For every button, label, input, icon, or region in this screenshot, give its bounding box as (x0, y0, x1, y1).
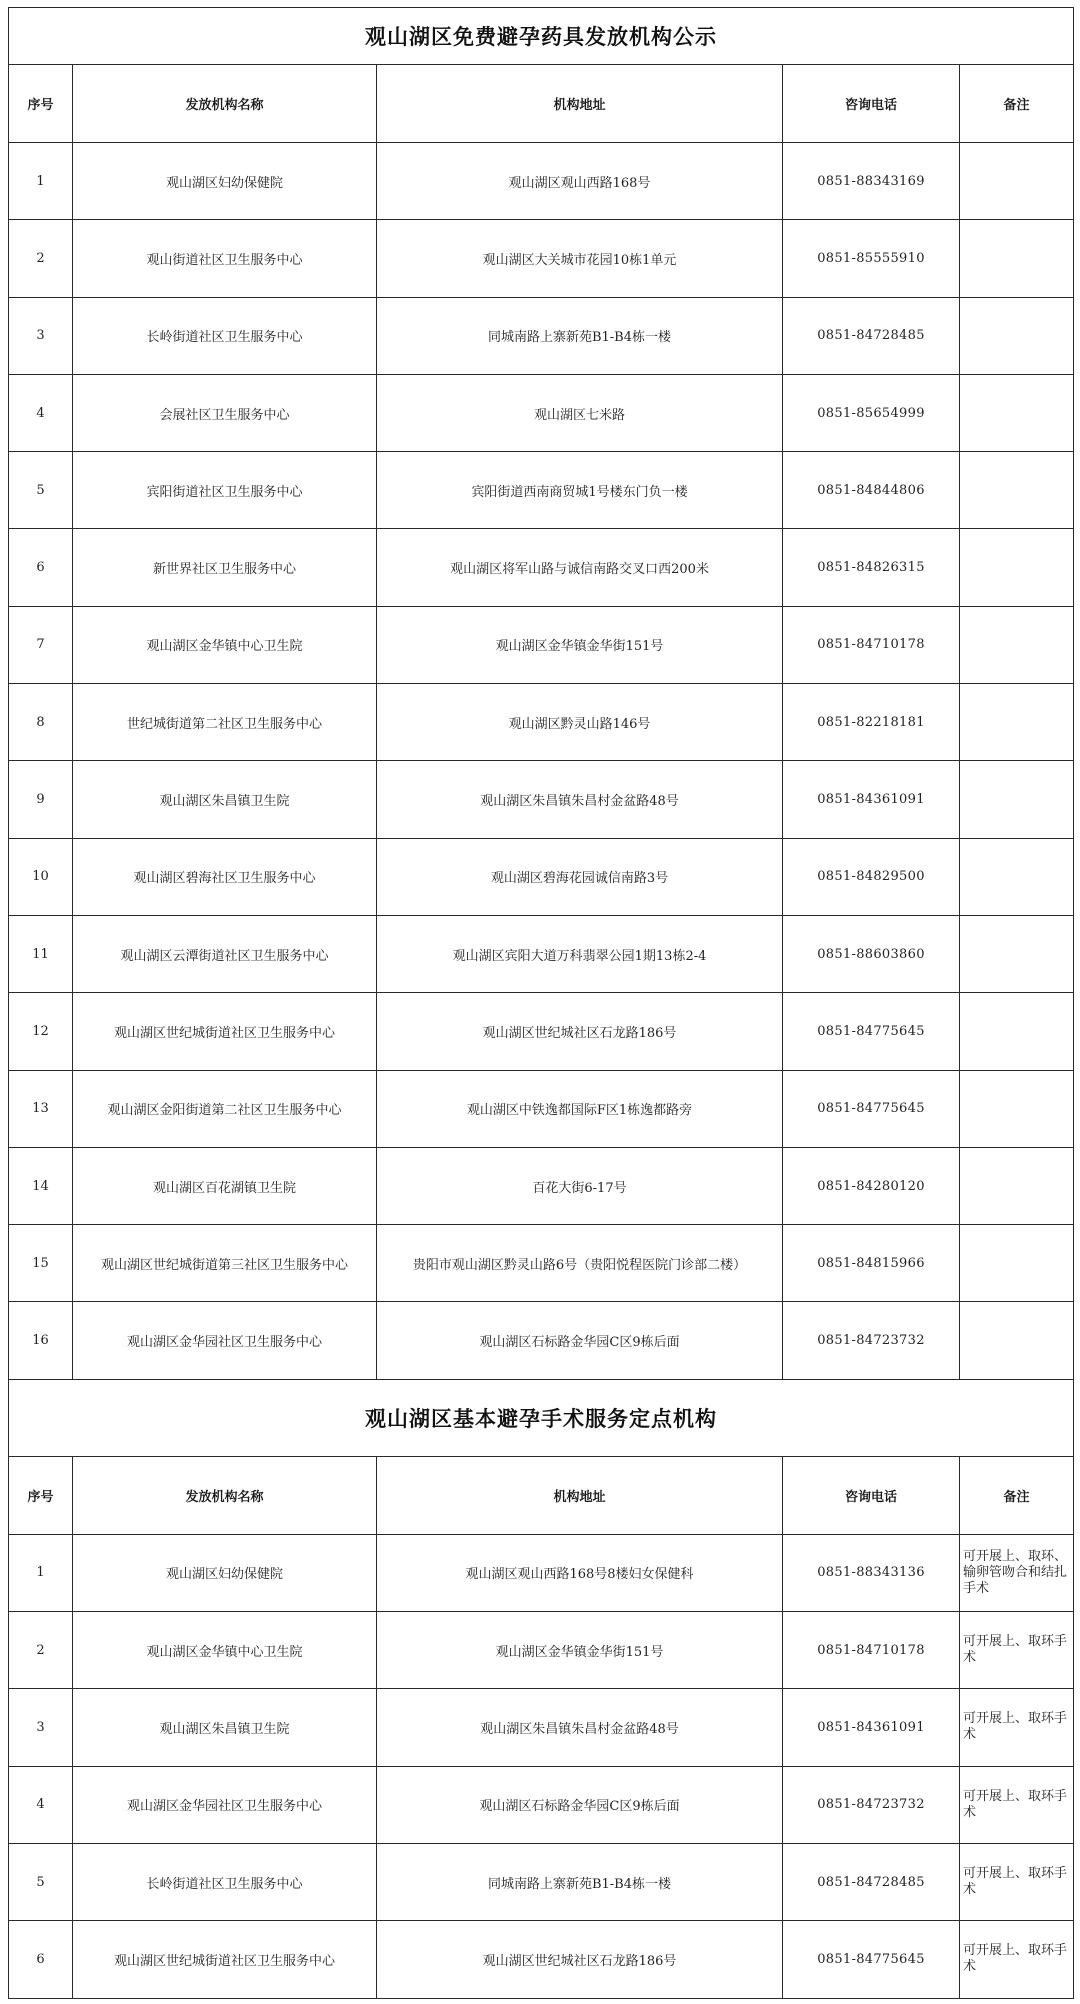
cell-note (960, 529, 1074, 606)
cell-phone: 0851-85654999 (783, 374, 960, 451)
cell-note: 可开展上、取环手术 (960, 1766, 1074, 1843)
cell-name: 观山湖区金阳街道第二社区卫生服务中心 (73, 1070, 377, 1147)
cell-address: 观山湖区观山西路168号8楼妇女保健科 (377, 1534, 783, 1611)
cell-note (960, 761, 1074, 838)
cell-phone: 0851-88603860 (783, 915, 960, 992)
cell-index: 12 (9, 993, 73, 1070)
cell-note (960, 374, 1074, 451)
cell-index: 14 (9, 1147, 73, 1224)
cell-address: 观山湖区石标路金华园C区9栋后面 (377, 1302, 783, 1379)
table-row (9, 1302, 1074, 1379)
cell-note (960, 143, 1074, 220)
cell-address: 观山湖区石标路金华园C区9栋后面 (377, 1766, 783, 1843)
cell-index: 13 (9, 1070, 73, 1147)
header-row (9, 1456, 1074, 1534)
title-row (9, 1379, 1074, 1456)
table-row (9, 452, 1074, 529)
table-row (9, 1689, 1074, 1766)
cell-phone: 0851-84829500 (783, 838, 960, 915)
cell-note (960, 452, 1074, 529)
cell-index: 3 (9, 1689, 73, 1766)
header-name: 发放机构名称 (73, 1456, 377, 1534)
cell-phone: 0851-84361091 (783, 1689, 960, 1766)
cell-note: 可开展上、取环手术 (960, 1689, 1074, 1766)
cell-phone: 0851-88343136 (783, 1534, 960, 1611)
cell-address: 同城南路上寨新苑B1-B4栋一楼 (377, 1843, 783, 1920)
cell-name: 长岭街道社区卫生服务中心 (73, 297, 377, 374)
cell-address: 观山湖区世纪城社区石龙路186号 (377, 1921, 783, 1998)
header-row (9, 65, 1074, 143)
cell-name: 观山湖区金华园社区卫生服务中心 (73, 1302, 377, 1379)
cell-phone: 0851-84280120 (783, 1147, 960, 1224)
cell-index: 4 (9, 374, 73, 451)
cell-index: 15 (9, 1225, 73, 1302)
cell-address: 观山湖区碧海花园诚信南路3号 (377, 838, 783, 915)
table-row (9, 1534, 1074, 1611)
cell-phone: 0851-84723732 (783, 1302, 960, 1379)
cell-note: 可开展上、取环手术 (960, 1843, 1074, 1920)
cell-phone: 0851-84361091 (783, 761, 960, 838)
cell-phone: 0851-84775645 (783, 1070, 960, 1147)
cell-address: 观山湖区金华镇金华街151号 (377, 606, 783, 683)
header-note: 备注 (960, 65, 1074, 143)
table-row (9, 297, 1074, 374)
cell-address: 观山湖区朱昌镇朱昌村金盆路48号 (377, 761, 783, 838)
cell-phone: 0851-85555910 (783, 220, 960, 297)
cell-address: 宾阳街道西南商贸城1号楼东门负一楼 (377, 452, 783, 529)
cell-name: 观山湖区金华镇中心卫生院 (73, 1612, 377, 1689)
header-index: 序号 (9, 65, 73, 143)
cell-address: 观山湖区朱昌镇朱昌村金盆路48号 (377, 1689, 783, 1766)
institution-table-body (9, 8, 1074, 1999)
cell-phone: 0851-84775645 (783, 1921, 960, 1998)
cell-index: 9 (9, 761, 73, 838)
cell-address: 观山湖区观山西路168号 (377, 143, 783, 220)
cell-name: 长岭街道社区卫生服务中心 (73, 1843, 377, 1920)
table-row (9, 1766, 1074, 1843)
cell-name: 观山湖区百花湖镇卫生院 (73, 1147, 377, 1224)
cell-note (960, 684, 1074, 761)
cell-index: 6 (9, 1921, 73, 1998)
cell-address: 观山湖区宾阳大道万科翡翠公园1期13栋2-4 (377, 915, 783, 992)
cell-index: 16 (9, 1302, 73, 1379)
cell-note (960, 1070, 1074, 1147)
cell-address: 观山湖区大关城市花园10栋1单元 (377, 220, 783, 297)
title-row (9, 8, 1074, 65)
institution-table (8, 7, 1074, 1999)
cell-name: 宾阳街道社区卫生服务中心 (73, 452, 377, 529)
header-address: 机构地址 (377, 1456, 783, 1534)
cell-name: 观山湖区世纪城街道社区卫生服务中心 (73, 993, 377, 1070)
cell-note (960, 1147, 1074, 1224)
table-row (9, 1921, 1074, 1998)
cell-address: 观山湖区将军山路与诚信南路交叉口西200米 (377, 529, 783, 606)
header-note: 备注 (960, 1456, 1074, 1534)
cell-name: 会展社区卫生服务中心 (73, 374, 377, 451)
cell-address: 同城南路上寨新苑B1-B4栋一楼 (377, 297, 783, 374)
cell-phone: 0851-84826315 (783, 529, 960, 606)
cell-index: 2 (9, 220, 73, 297)
cell-phone: 0851-84728485 (783, 1843, 960, 1920)
cell-index: 3 (9, 297, 73, 374)
table-row (9, 1843, 1074, 1920)
cell-index: 8 (9, 684, 73, 761)
cell-note (960, 838, 1074, 915)
header-phone: 咨询电话 (783, 1456, 960, 1534)
table-row (9, 1225, 1074, 1302)
cell-index: 1 (9, 1534, 73, 1611)
table-row (9, 761, 1074, 838)
cell-phone: 0851-88343169 (783, 143, 960, 220)
cell-note (960, 606, 1074, 683)
cell-name: 观山湖区妇幼保健院 (73, 1534, 377, 1611)
cell-index: 2 (9, 1612, 73, 1689)
cell-name: 观山湖区世纪城街道第三社区卫生服务中心 (73, 1225, 377, 1302)
table-row (9, 1070, 1074, 1147)
cell-note (960, 915, 1074, 992)
cell-index: 6 (9, 529, 73, 606)
table2-title: 观山湖区基本避孕手术服务定点机构 (9, 1379, 1074, 1456)
table-row (9, 374, 1074, 451)
cell-index: 5 (9, 1843, 73, 1920)
cell-address: 贵阳市观山湖区黔灵山路6号（贵阳悦程医院门诊部二楼） (377, 1225, 783, 1302)
cell-phone: 0851-84723732 (783, 1766, 960, 1843)
cell-name: 观山湖区世纪城街道社区卫生服务中心 (73, 1921, 377, 1998)
cell-index: 4 (9, 1766, 73, 1843)
cell-phone: 0851-84844806 (783, 452, 960, 529)
table-row (9, 684, 1074, 761)
cell-note (960, 297, 1074, 374)
cell-phone: 0851-84710178 (783, 606, 960, 683)
cell-name: 观山湖区朱昌镇卫生院 (73, 761, 377, 838)
cell-address: 观山湖区七米路 (377, 374, 783, 451)
table-row (9, 143, 1074, 220)
table1-title: 观山湖区免费避孕药具发放机构公示 (9, 8, 1074, 65)
header-address: 机构地址 (377, 65, 783, 143)
cell-name: 观山湖区金华园社区卫生服务中心 (73, 1766, 377, 1843)
cell-name: 观山湖区妇幼保健院 (73, 143, 377, 220)
cell-address: 观山湖区中铁逸都国际F区1栋逸都路旁 (377, 1070, 783, 1147)
cell-note (960, 1225, 1074, 1302)
cell-name: 观山湖区金华镇中心卫生院 (73, 606, 377, 683)
cell-note (960, 220, 1074, 297)
cell-phone: 0851-84815966 (783, 1225, 960, 1302)
cell-name: 新世界社区卫生服务中心 (73, 529, 377, 606)
cell-note: 可开展上、取环、输卵管吻合和结扎手术 (960, 1534, 1074, 1611)
table-row (9, 1612, 1074, 1689)
cell-index: 1 (9, 143, 73, 220)
cell-index: 11 (9, 915, 73, 992)
notice-sheet (8, 7, 1073, 1999)
table-row (9, 838, 1074, 915)
table-row (9, 606, 1074, 683)
cell-phone: 0851-84728485 (783, 297, 960, 374)
cell-note: 可开展上、取环手术 (960, 1921, 1074, 1998)
cell-address: 观山湖区金华镇金华街151号 (377, 1612, 783, 1689)
cell-note (960, 1302, 1074, 1379)
header-name: 发放机构名称 (73, 65, 377, 143)
cell-note (960, 993, 1074, 1070)
cell-phone: 0851-84775645 (783, 993, 960, 1070)
table-row (9, 220, 1074, 297)
cell-name: 观山湖区碧海社区卫生服务中心 (73, 838, 377, 915)
cell-note: 可开展上、取环手术 (960, 1612, 1074, 1689)
cell-index: 5 (9, 452, 73, 529)
cell-address: 观山湖区世纪城社区石龙路186号 (377, 993, 783, 1070)
cell-phone: 0851-84710178 (783, 1612, 960, 1689)
cell-index: 7 (9, 606, 73, 683)
cell-name: 观山街道社区卫生服务中心 (73, 220, 377, 297)
cell-phone: 0851-82218181 (783, 684, 960, 761)
table-row (9, 993, 1074, 1070)
cell-name: 观山湖区朱昌镇卫生院 (73, 1689, 377, 1766)
cell-name: 世纪城街道第二社区卫生服务中心 (73, 684, 377, 761)
header-index: 序号 (9, 1456, 73, 1534)
table-row (9, 529, 1074, 606)
table-row (9, 1147, 1074, 1224)
cell-name: 观山湖区云潭街道社区卫生服务中心 (73, 915, 377, 992)
cell-address: 百花大街6-17号 (377, 1147, 783, 1224)
cell-index: 10 (9, 838, 73, 915)
header-phone: 咨询电话 (783, 65, 960, 143)
cell-address: 观山湖区黔灵山路146号 (377, 684, 783, 761)
table-row (9, 915, 1074, 992)
